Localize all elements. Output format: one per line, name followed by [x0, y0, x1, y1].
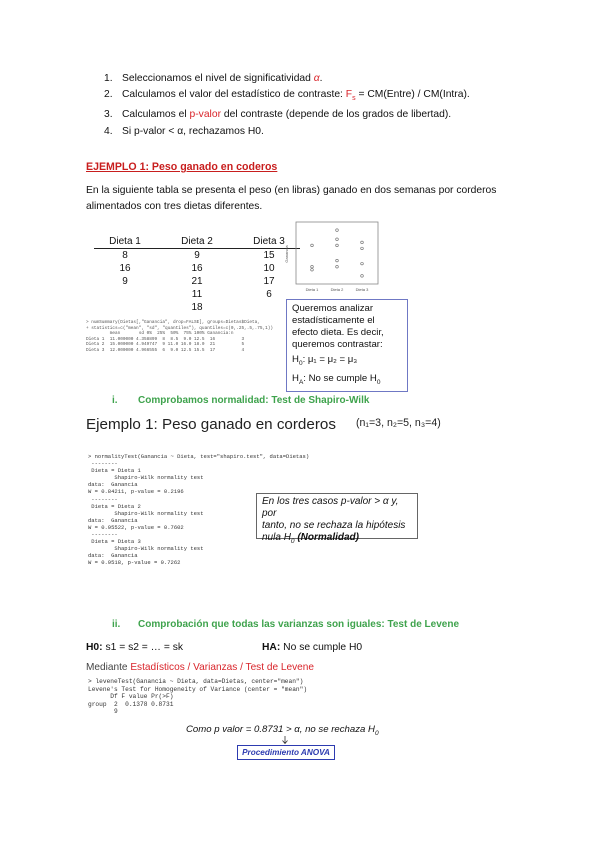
r-summary-output: > numSummary(Dietas[,"Ganancia", drop=FALSE], groups=Dietas$Dieta, + statistics=c("mean", "sd", "quantiles"), quantiles=c(0,.25,.5,.75,1)) mean sd 0% 25% 50% 75% 100% Ganancia:n Dieta 1 11.000000 4.358899 8 8.5 9.0 12.5 16 3 Dieta 2 15.000000 4.949747 9 11.0 16.0 18.0 21 5 Dieta 3 12.000000 4.966555 6 9.0 12.5 15.5 17 4 [86, 320, 274, 353]
col-header: Dieta 1 [94, 235, 156, 249]
plot-points [311, 229, 364, 277]
sample-sizes: (n₁=3, n₂=5, n₃=4) [356, 417, 441, 429]
section-i-heading: i. Comprobamos normalidad: Test de Shapiro-Wilk [112, 395, 370, 406]
plot-xtick: Dieta 1 [305, 287, 319, 292]
plot-point [336, 238, 339, 241]
step-2: 2. Calculamos el valor del estadístico de contraste: $F_s$ = CM(Entre) / CM(Intra). [104, 89, 470, 103]
col-header: Dieta 2 [166, 235, 228, 249]
shapiro-output: > normalityTest(Ganancia ~ Dieta, test="shapiro.test", data=Dietas) -------- Dieta = Dieta 1 Shapiro-Wilk normality test data: Ganancia W = 0.84211, p-value = 0.2196 -------- Dieta = Dieta 2 Shapiro-Wilk normality test data: Ganancia W = 0.95522, p-value = 0.7602 -------- Dieta = Dieta 3 Shapiro-Wilk normality test data: Ganancia W = 0.9518, p-value = 0.7262 [88, 453, 310, 567]
down-arrow-icon [281, 736, 289, 745]
plot-point [361, 247, 364, 250]
plot-point [336, 259, 339, 262]
plot-xtick: Dieta 2 [330, 287, 344, 292]
diet-table-header [94, 235, 300, 249]
ganancia-dot-plot [282, 218, 382, 296]
menu-path-link: Estadísticos / Varianzas / Test de Levene [130, 662, 314, 673]
menu-path: Mediante Estadísticos / Varianzas / Test de Levene [86, 662, 314, 673]
levene-conclusion: Como p valor = 0.8731 > α, no se rechaza $H_0$ [186, 724, 379, 737]
ha-line: HA: No se cumple H0 [262, 642, 363, 653]
plot-point [336, 229, 339, 232]
plot-point [361, 262, 364, 265]
levene-output: > leveneTest(Ganancia ~ Dieta, data=Dietas, center="mean") Levene's Test for Homogeneity of Variance (center = "mean") Df F value Pr(>F) group 2 0.1378 0.8731 9 [88, 678, 308, 716]
section-ii-heading: ii. Comprobación que todas las varianzas son iguales: Test de Levene [112, 619, 460, 630]
alt-hypothesis: $H_A$: No se cumple $H_0$ [292, 372, 381, 386]
null-hypothesis: $H_0$: μ₁ = μ₂ = μ₃ [292, 354, 358, 367]
table-row: 9 21 17 [122, 276, 275, 287]
step-4: 4. Si p-valor < α, rechazamos H0. [104, 125, 264, 137]
example-title: Ejemplo 1: Peso ganado en corderos [86, 416, 336, 433]
diet-table [94, 235, 300, 314]
plot-point [311, 265, 314, 268]
plot-point [336, 265, 339, 268]
plot-xtick: Dieta 3 [355, 287, 369, 292]
plot-point [361, 241, 364, 244]
plot-point [336, 244, 339, 247]
h0-line: H0: s1 = s2 = … = sk [86, 642, 184, 653]
plot-point [361, 275, 364, 278]
plot-point [311, 268, 314, 271]
example-heading: EJEMPLO 1: Peso ganado en coderos [86, 161, 278, 173]
step-3: 3. Calculamos el p-valor del contraste (depende de los grados de libertad). [104, 109, 452, 121]
step-1: 1. Seleccionamos el nivel de significatividad α. [104, 73, 323, 84]
col-header: Dieta 3 [238, 235, 300, 249]
normality-conclusion-box: En los tres casos p-valor > α y, por tanto, no se rechaza la hipótesis nula $H_0$ (Normalidad) [256, 493, 418, 539]
analysis-box: Queremos analizar estadísticamente el efecto dieta. Es decir, queremos contrastar: $H_0$: μ₁ = μ₂ = μ₃ $H_A$: No se cumple $H_0$ [286, 299, 408, 392]
anova-procedure-button[interactable]: Procedimiento ANOVA [237, 745, 335, 760]
steps-list [104, 71, 470, 140]
plot-ylabel: Ganancia [284, 245, 289, 263]
table-row: 18 [191, 302, 203, 313]
plot-point [311, 244, 314, 247]
table-row: 8 9 15 [122, 250, 275, 261]
table-row: 11 6 [191, 289, 272, 300]
table-row: 16 16 10 [119, 263, 275, 274]
intro-paragraph: En la siguiente tabla se presenta el peso (en libras) ganado en dos semanas por corderos alimentados con tres dietas diferentes. [86, 185, 497, 212]
